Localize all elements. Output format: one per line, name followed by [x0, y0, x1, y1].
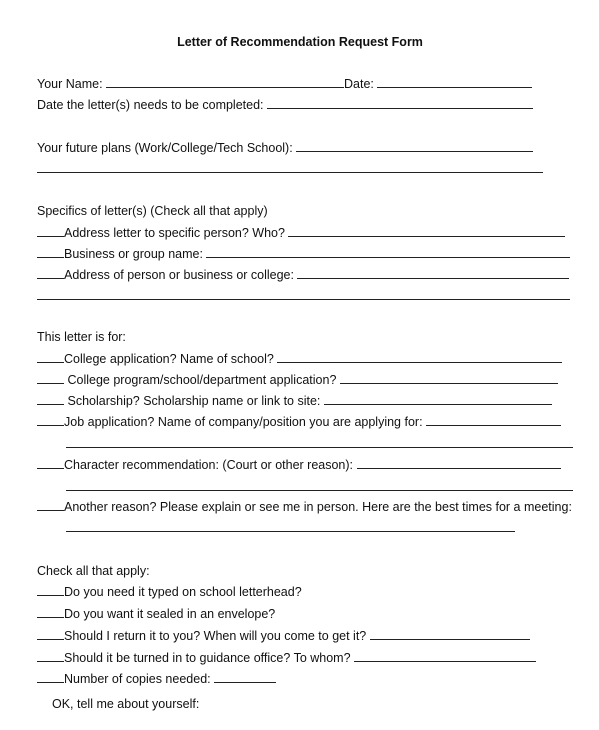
specifics-item-label: Address of person or business or college:: [64, 268, 294, 282]
answer-blank[interactable]: [354, 650, 536, 662]
plans-label: Your future plans (Work/College/Tech School):: [37, 141, 293, 155]
checkbox-blank[interactable]: [37, 225, 64, 237]
name-row: [37, 76, 532, 92]
checkbox-blank[interactable]: [37, 499, 64, 511]
other-blank-line[interactable]: [66, 531, 515, 532]
check-item-label: Should it be turned in to guidance office? To whom?: [64, 651, 351, 665]
plans-row: [37, 140, 533, 156]
form-title: Letter of Recommendation Request Form: [177, 35, 423, 49]
answer-blank[interactable]: [214, 671, 276, 683]
date-blank[interactable]: [377, 76, 532, 88]
check-item-label: Should I return it to you? When will you come to get it?: [64, 629, 367, 643]
checkbox-blank[interactable]: [37, 414, 64, 426]
job-blank-line-2[interactable]: [66, 447, 573, 448]
checkbox-blank[interactable]: [37, 606, 64, 618]
specifics-heading: Specifics of letter(s) (Check all that apply): [37, 204, 268, 218]
checkbox-blank[interactable]: [37, 393, 64, 405]
closing-prompt: OK, tell me about yourself:: [52, 697, 200, 711]
checkbox-blank[interactable]: [37, 246, 64, 258]
letter-for-label: Another reason? Please explain or see me in person. Here are the best times for a meeting:: [64, 500, 572, 514]
answer-blank[interactable]: [357, 457, 561, 469]
letter-for-college: [37, 351, 562, 367]
letter-for-label: Character recommendation: (Court or other reason):: [64, 458, 354, 472]
check-heading: Check all that apply:: [37, 564, 150, 578]
address-blank-line-2[interactable]: [37, 299, 570, 300]
check-item-label: Do you need it typed on school letterhead?: [64, 585, 302, 599]
checkbox-blank[interactable]: [37, 650, 64, 662]
answer-blank[interactable]: [288, 225, 565, 237]
check-item-guidance: [37, 650, 536, 666]
answer-blank[interactable]: [277, 351, 562, 363]
answer-blank[interactable]: [426, 414, 561, 426]
character-blank-line-2[interactable]: [66, 490, 573, 491]
check-item-label: Number of copies needed:: [64, 672, 211, 686]
answer-blank[interactable]: [297, 267, 569, 279]
letter-for-label: Scholarship? Scholarship name or link to site:: [67, 394, 321, 408]
check-item-sealed: [37, 606, 275, 622]
answer-blank[interactable]: [206, 246, 570, 258]
specifics-item-address: [37, 267, 569, 283]
check-item-letterhead: [37, 584, 302, 600]
plans-blank-line-2[interactable]: [37, 172, 543, 173]
answer-blank[interactable]: [370, 628, 530, 640]
letter-for-other: [37, 499, 572, 515]
checkbox-blank[interactable]: [37, 671, 64, 683]
letter-for-label: College program/school/department application?: [67, 373, 337, 387]
date-label: Date:: [344, 77, 374, 91]
name-label: Your Name:: [37, 77, 103, 91]
answer-blank[interactable]: [340, 372, 558, 384]
checkbox-blank[interactable]: [37, 457, 64, 469]
needed-blank[interactable]: [267, 97, 533, 109]
specifics-item-label: Business or group name:: [64, 247, 203, 261]
needed-label: Date the letter(s) needs to be completed:: [37, 98, 264, 112]
letter-for-label: College application? Name of school?: [64, 352, 274, 366]
letter-for-program: [37, 372, 558, 388]
specifics-item-label: Address letter to specific person? Who?: [64, 226, 285, 240]
letter-for-label: Job application? Name of company/position you are applying for:: [64, 415, 423, 429]
checkbox-blank[interactable]: [37, 267, 64, 279]
letter-for-heading: This letter is for:: [37, 330, 126, 344]
letter-for-scholarship: [37, 393, 552, 409]
checkbox-blank[interactable]: [37, 372, 64, 384]
plans-blank[interactable]: [296, 140, 533, 152]
name-blank[interactable]: [106, 76, 344, 88]
checkbox-blank[interactable]: [37, 584, 64, 596]
specifics-item-business: [37, 246, 570, 262]
check-item-return: [37, 628, 530, 644]
letter-for-job: [37, 414, 561, 430]
needed-row: [37, 97, 533, 113]
specifics-item-person: [37, 225, 565, 241]
checkbox-blank[interactable]: [37, 351, 64, 363]
answer-blank[interactable]: [324, 393, 552, 405]
letter-for-character: [37, 457, 561, 473]
check-item-copies: [37, 671, 276, 687]
check-item-label: Do you want it sealed in an envelope?: [64, 607, 276, 621]
checkbox-blank[interactable]: [37, 628, 64, 640]
